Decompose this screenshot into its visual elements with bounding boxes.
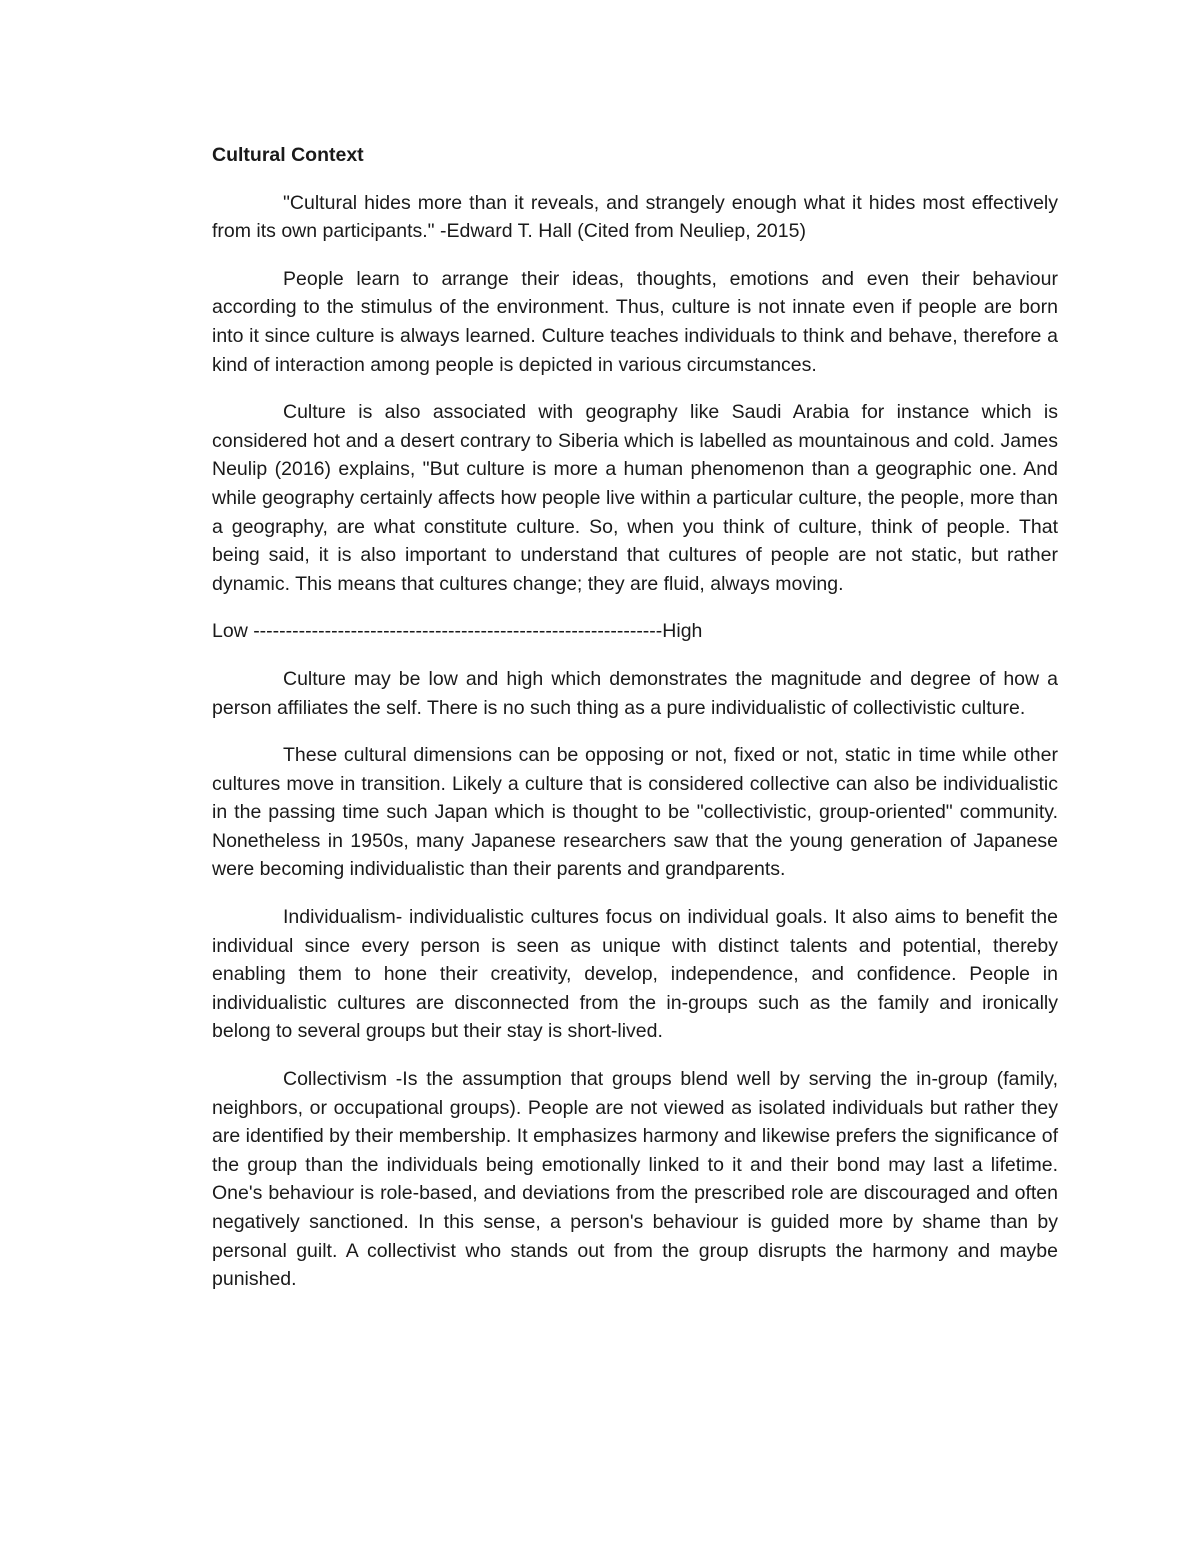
- low-high-scale: Low ---------------------------------------------------------------High: [212, 620, 703, 643]
- document-title: Cultural Context: [212, 144, 364, 166]
- body-paragraph-geography: Culture is also associated with geography like Saudi Arabia for instance which is considered hot and a desert contrary to Siberia which is labelled as mountainous and cold. James Neulip (2016) explains, "But culture is more a human phenomenon than a geographic one. And while geography certainly affects how people live within a particular culture, the people, more than a geography, are what constitute culture. So, when you think of culture, think of people. That being said, it is also important to understand that cultures of people are not static, but rather dynamic. This means that cultures change; they are fluid, always moving.: [212, 401, 1058, 595]
- body-paragraph-low-high: Culture may be low and high which demonstrates the magnitude and degree of how a person affiliates the self. There is no such thing as a pure individualistic of collectivistic culture.: [212, 667, 1058, 719]
- document-body: [212, 141, 1058, 1313]
- quote-paragraph: "Cultural hides more than it reveals, and strangely enough what it hides most effectively from its own participants." -Edward T. Hall (Cited from Neuliep, 2015): [212, 191, 1058, 243]
- body-paragraph-dimensions: These cultural dimensions can be opposing or not, fixed or not, static in time while other cultures move in transition. Likely a culture that is considered collective can also be individualistic in the passing time such Japan which is thought to be "collectivistic, group-oriented" community. Nonetheless in 1950s, many Japanese researchers saw that the young generation of Japanese were becoming individualistic than their parents and grandparents.: [212, 744, 1058, 881]
- body-paragraph-collectivism: Collectivism -Is the assumption that groups blend well by serving the in-group (family, neighbors, or occupational groups). People are not viewed as isolated individuals but rather they are identified by their membership. It emphasizes harmony and likewise prefers the significance of the group than the individuals being emotionally linked to it and their bond may last a lifetime. One's behaviour is role-based, and deviations from the prescribed role are discouraged and often negatively sanctioned. In this sense, a person's behaviour is guided more by shame than by personal guilt. A collectivist who stands out from the group disrupts the harmony and maybe punished.: [212, 1068, 1058, 1291]
- body-paragraph-learning: People learn to arrange their ideas, thoughts, emotions and even their behaviour according to the stimulus of the environment. Thus, culture is not innate even if people are born into it since culture is always learned. Culture teaches individuals to think and behave, therefore a kind of interaction among people is depicted in various circumstances.: [212, 267, 1058, 376]
- body-paragraph-individualism: Individualism- individualistic cultures focus on individual goals. It also aims to benefit the individual since every person is seen as unique with distinct talents and potential, thereby enabling them to hone their creativity, develop, independence, and confidence. People in individualistic cultures are disconnected from the in-groups such as the family and ironically belong to several groups but their stay is short-lived.: [212, 906, 1058, 1043]
